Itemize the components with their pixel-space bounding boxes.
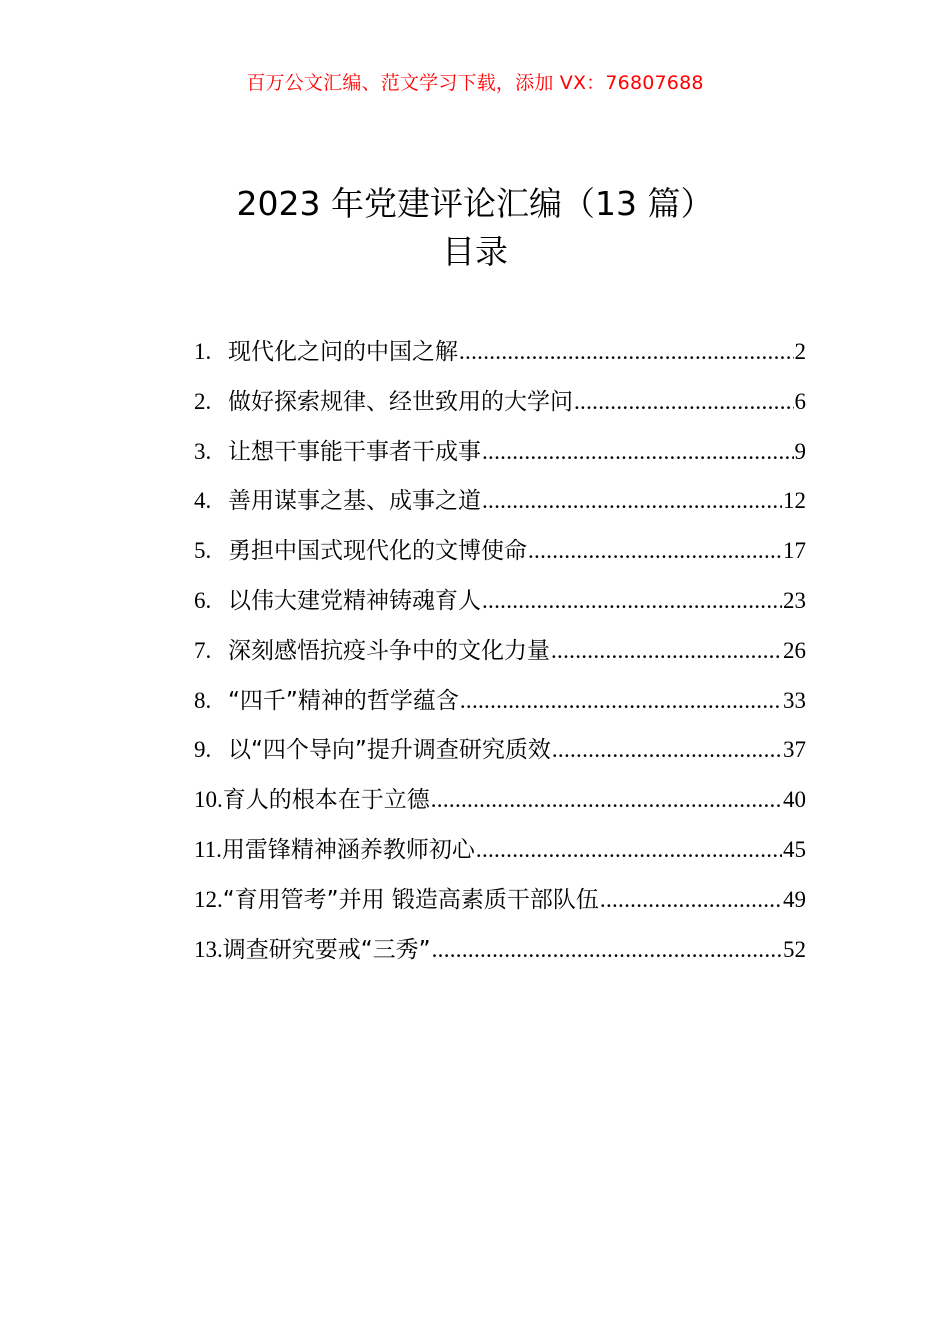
toc-entry-title: 做好探索规律、经世致用的大学问 bbox=[228, 388, 573, 415]
toc-entry[interactable] bbox=[194, 434, 806, 484]
toc-entry[interactable] bbox=[194, 683, 806, 733]
toc-entry-title: 育人的根本在于立德 bbox=[222, 787, 430, 814]
watermark-text: 百万公文汇编、范文学习下载，添加 VX：76807688 bbox=[246, 72, 704, 94]
toc-entry[interactable] bbox=[194, 932, 806, 982]
toc-leader-dots bbox=[482, 483, 782, 519]
toc-entry-number: 3. bbox=[194, 438, 212, 464]
toc-entry-page: 33 bbox=[783, 687, 806, 713]
toc-leader-dots bbox=[528, 533, 782, 569]
table-of-contents bbox=[194, 334, 806, 981]
toc-entry-title: 以“四个导向”提升调查研究质效 bbox=[228, 737, 551, 764]
toc-entry-number: 1. bbox=[194, 339, 212, 364]
toc-leader-dots bbox=[552, 732, 782, 768]
toc-entry-number: 13. bbox=[194, 936, 223, 962]
toc-leader-dots bbox=[482, 434, 794, 470]
toc-entry-page: 23 bbox=[783, 587, 806, 613]
toc-entry-title: “四千”精神的哲学蕴含 bbox=[228, 687, 459, 714]
toc-entry-number: 10. bbox=[194, 787, 223, 813]
toc-entry-number: 11. bbox=[194, 836, 222, 862]
toc-leader-dots bbox=[574, 384, 794, 420]
toc-leader-dots bbox=[551, 633, 782, 669]
toc-entry-number: 2. bbox=[194, 388, 212, 414]
toc-entry-page: 52 bbox=[783, 936, 806, 962]
toc-entry-title: 以伟大建党精神铸魂育人 bbox=[228, 587, 481, 614]
toc-entry[interactable] bbox=[194, 384, 806, 434]
toc-entry-number: 5. bbox=[194, 538, 212, 564]
toc-leader-dots bbox=[432, 932, 782, 968]
toc-entry-title: 善用谋事之基、成事之道 bbox=[228, 488, 481, 515]
toc-entry-title: 用雷锋精神涵养教师初心 bbox=[221, 836, 475, 863]
toc-entry-number: 8. bbox=[194, 687, 212, 713]
toc-entry-number: 12. bbox=[194, 886, 223, 912]
toc-entry-title: 调查研究要戒“三秀” bbox=[222, 936, 431, 963]
toc-entry-page: 6 bbox=[794, 388, 806, 414]
toc-entry-page: 45 bbox=[783, 836, 806, 862]
toc-entry[interactable] bbox=[194, 583, 806, 633]
toc-entry-number: 6. bbox=[194, 587, 212, 613]
toc-entry-page: 37 bbox=[783, 737, 806, 763]
toc-entry-page: 9 bbox=[794, 438, 806, 464]
toc-entry-page: 12 bbox=[783, 488, 806, 514]
toc-leader-dots bbox=[482, 583, 782, 619]
toc-entry[interactable] bbox=[194, 882, 806, 932]
toc-leader-dots bbox=[460, 683, 782, 719]
toc-entry-page: 26 bbox=[783, 637, 806, 663]
toc-entry-title: 让想干事能干事者干成事 bbox=[228, 438, 481, 465]
toc-heading: 目录 bbox=[442, 232, 508, 271]
toc-entry-number: 7. bbox=[194, 637, 212, 663]
toc-entry[interactable] bbox=[194, 782, 806, 832]
toc-entry-title: 勇担中国式现代化的文博使命 bbox=[228, 538, 527, 565]
toc-entry[interactable] bbox=[194, 832, 806, 882]
toc-leader-dots bbox=[476, 832, 782, 868]
toc-entry-page: 49 bbox=[783, 886, 806, 912]
toc-entry-number: 9. bbox=[194, 737, 212, 763]
toc-leader-dots bbox=[459, 334, 794, 370]
toc-leader-dots bbox=[600, 882, 782, 918]
toc-entry[interactable] bbox=[194, 633, 806, 683]
toc-leader-dots bbox=[431, 782, 782, 818]
toc-entry-page: 2 bbox=[794, 339, 806, 364]
toc-entry-title: “育用管考”并用 锻造高素质干部队伍 bbox=[222, 886, 599, 913]
document-title: 2023 年党建评论汇编（13 篇） bbox=[236, 184, 714, 223]
toc-entry[interactable] bbox=[194, 334, 806, 384]
toc-entry-title: 深刻感悟抗疫斗争中的文化力量 bbox=[228, 637, 550, 664]
toc-entry-page: 17 bbox=[783, 538, 806, 564]
toc-entry-number: 4. bbox=[194, 488, 212, 514]
toc-entry[interactable] bbox=[194, 483, 806, 533]
toc-entry-page: 40 bbox=[783, 787, 806, 813]
toc-entry[interactable] bbox=[194, 533, 806, 583]
toc-entry-title: 现代化之问的中国之解 bbox=[228, 339, 458, 365]
toc-entry[interactable] bbox=[194, 732, 806, 782]
